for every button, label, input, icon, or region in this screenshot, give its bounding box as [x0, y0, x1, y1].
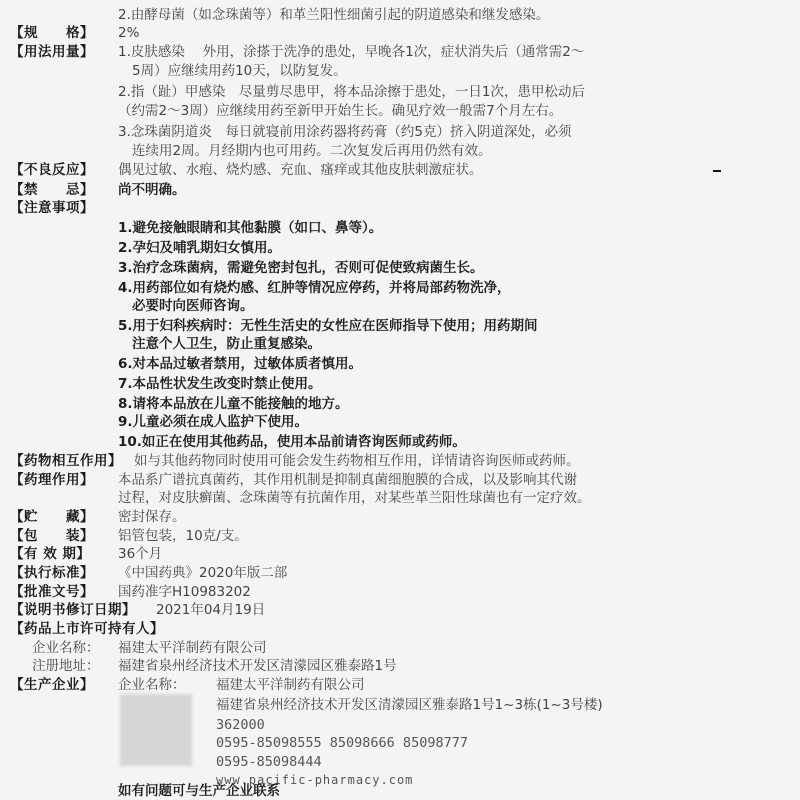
usage-line-5: 3.念珠菌阴道炎 每日就寝前用涂药器将药膏（约5克）挤入阴道深处，必须 — [118, 124, 572, 140]
storage-label: 【贮 藏】 — [10, 509, 94, 525]
manufacturer-address: 福建省泉州经济技术开发区清濛园区雅泰路1号1~3栋(1~3号楼) — [216, 697, 603, 713]
manufacturer-website: www.pacific-pharmacy.com — [216, 773, 414, 787]
validity-label: 【有 效 期】 — [10, 546, 91, 562]
storage-value: 密封保存。 — [118, 509, 186, 525]
standard-label: 【执行标准】 — [10, 565, 94, 581]
pharmacology-label: 【药理作用】 — [10, 472, 94, 488]
revision-value: 2021年04月19日 — [156, 602, 266, 618]
indication-item-2: 2.由酵母菌（如念珠菌等）和革兰阳性细菌引起的阴道感染和继发感染。 — [118, 7, 550, 23]
usage-line-1: 1.皮肤感染 外用，涂搽于洗净的患处，早晚各1次，症状消失后（通常需2～ — [118, 44, 585, 60]
footer-note: 如有问题可与生产企业联系 — [118, 783, 280, 799]
precaution-item: 7.本品性状发生改变时禁止使用。 — [118, 376, 322, 392]
package-label: 【包 装】 — [10, 528, 94, 544]
manufacturer-name: 福建太平洋制药有限公司 — [216, 677, 365, 693]
adverse-value: 偶见过敏、水疱、烧灼感、充血、瘙痒或其他皮肤刺激症状。 — [118, 162, 483, 178]
standard-value: 《中国药典》2020年版二部 — [118, 565, 288, 581]
redacted-labels — [120, 694, 192, 766]
precaution-item: 2.孕妇及哺乳期妇女慎用。 — [118, 240, 282, 256]
mah-name: 福建太平洋制药有限公司 — [118, 640, 267, 656]
precaution-item: 4.用药部位如有烧灼感、红肿等情况应停药，并将局部药物洗净， — [118, 280, 511, 296]
specification-value: 2% — [118, 25, 140, 41]
adverse-label: 【不良反应】 — [10, 162, 94, 178]
precaution-item: 10.如正在使用其他药品，使用本品前请咨询医师或药师。 — [118, 434, 466, 450]
package-value: 铝管包装，10克/支。 — [118, 528, 248, 544]
precaution-item: 6.对本品过敏者禁用，过敏体质者慎用。 — [118, 356, 363, 372]
mah-address-label: 注册地址： — [32, 658, 100, 674]
validity-value: 36个月 — [118, 546, 163, 562]
interaction-value: 如与其他药物同时使用可能会发生药物相互作用，详情请咨询医师或药师。 — [134, 453, 580, 469]
manufacturer-name-label: 企业名称： — [118, 677, 186, 693]
precaution-item: 1.避免接触眼睛和其他黏膜（如口、鼻等）。 — [118, 220, 383, 236]
pharmacology-line-2: 过程，对皮肤癣菌、念珠菌等有抗菌作用，对某些革兰阳性球菌也有一定疗效。 — [118, 490, 591, 506]
precautions-label: 【注意事项】 — [10, 200, 94, 216]
manufacturer-postcode: 362000 — [216, 717, 265, 733]
usage-line-2: 5周）应继续用药10天，以防复发。 — [132, 63, 347, 79]
approval-label: 【批准文号】 — [10, 584, 94, 600]
usage-label: 【用法用量】 — [10, 44, 94, 60]
manufacturer-phone: 0595-85098555 85098666 85098777 — [216, 735, 468, 751]
precaution-item: 8.请将本品放在儿童不能接触的地方。 — [118, 396, 349, 412]
revision-label: 【说明书修订日期】 — [10, 602, 136, 618]
approval-value: 国药准字H10983202 — [118, 584, 251, 600]
precaution-item: 9.儿童必须在成人监护下使用。 — [118, 414, 309, 430]
contra-value: 尚不明确。 — [118, 182, 186, 198]
mah-label: 【药品上市许可持有人】 — [10, 621, 164, 637]
precaution-item: 3.治疗念珠菌病，需避免密封包扎，否则可促使致病菌生长。 — [118, 260, 484, 276]
precaution-item: 5.用于妇科疾病时：无性生活史的女性应在医师指导下使用；用药期间 — [118, 318, 538, 334]
mah-address: 福建省泉州经济技术开发区清濛园区雅泰路1号 — [118, 658, 397, 674]
usage-line-3: 2.指（趾）甲感染 尽量剪尽患甲，将本品涂擦于患处，一日1次，患甲松动后 — [118, 84, 585, 100]
dash-mark — [713, 170, 721, 172]
pharmacology-line-1: 本品系广谱抗真菌药，其作用机制是抑制真菌细胞膜的合成，以及影响其代谢 — [118, 472, 577, 488]
precaution-item: 必要时向医师咨询。 — [132, 298, 254, 314]
interaction-label: 【药物相互作用】 — [10, 453, 122, 469]
contra-label: 【禁 忌】 — [10, 182, 94, 198]
usage-line-6: 连续用2周。月经期内也可用药。二次复发后再用仍然有效。 — [132, 143, 492, 159]
manufacturer-label: 【生产企业】 — [10, 677, 94, 693]
usage-line-4: （约需2～3周）应继续用药至新甲开始生长。确见疗效一般需7个月左右。 — [118, 103, 563, 119]
mah-name-label: 企业名称： — [32, 640, 100, 656]
precaution-item: 注意个人卫生，防止重复感染。 — [132, 336, 321, 352]
manufacturer-fax: 0595-85098444 — [216, 754, 322, 770]
specification-label: 【规 格】 — [10, 25, 94, 41]
